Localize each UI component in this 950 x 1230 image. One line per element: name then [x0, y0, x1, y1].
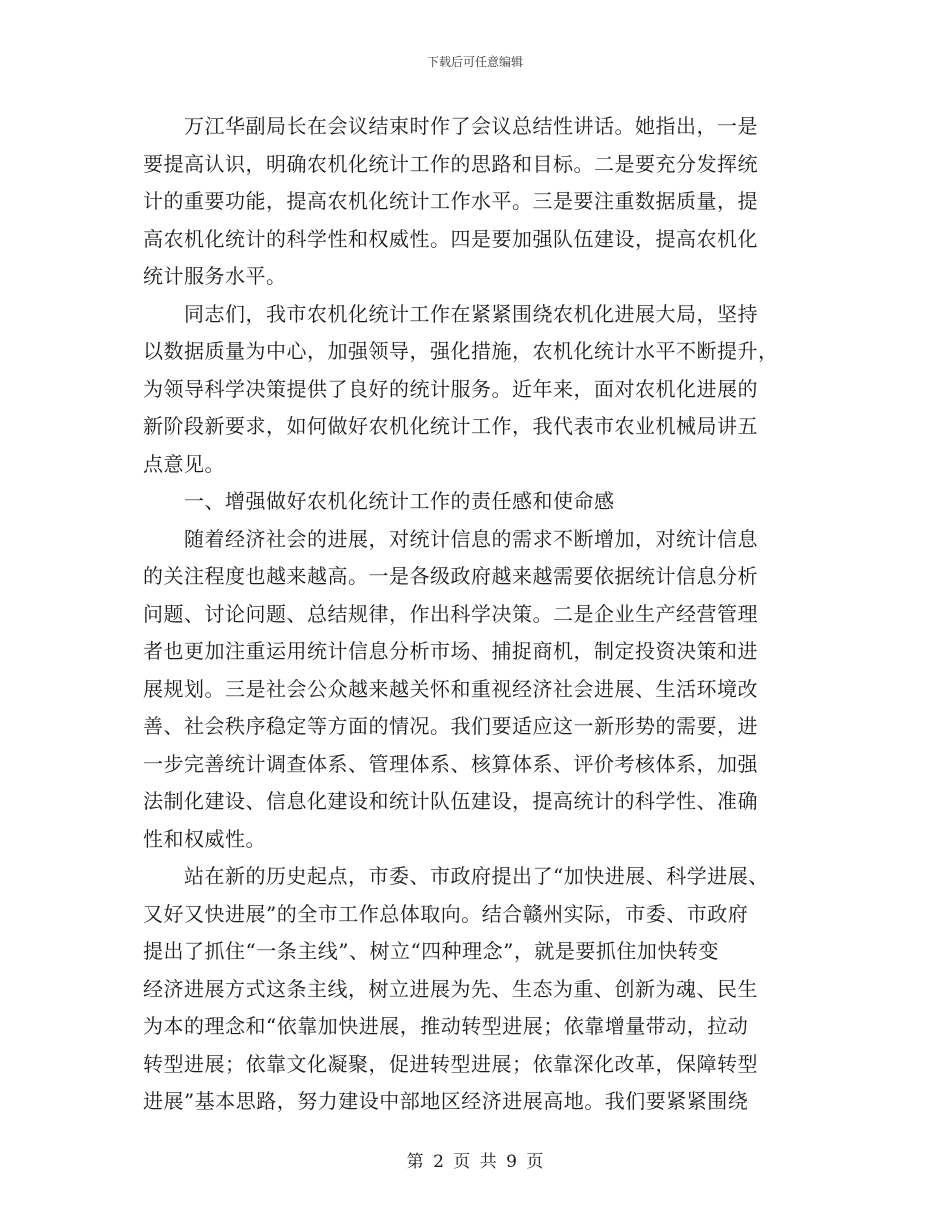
text-line: 者也更加注重运用统计信息分析市场、捕捉商机，制定投资决策和进 — [143, 639, 758, 663]
text-line: 一步完善统计调查体系、管理体系、核算体系、评价考核体系，加强 — [143, 751, 758, 776]
text-line: 新阶段新要求，如何做好农机化统计工作，我代表市农业机械局讲五 — [143, 414, 758, 438]
text-line: 站在新的历史起点，市委、市政府提出了“加快进展、科学进展、 — [143, 864, 769, 888]
text-line: 同志们，我市农机化统计工作在紧紧围绕农机化进展大局，坚持 — [143, 301, 758, 326]
text-line: 转型进展；依靠文化凝聚，促进转型进展；依靠深化改革，保障转型 — [143, 1051, 758, 1076]
page-header: 下载后可任意编辑 — [426, 55, 523, 69]
text-line: 为本的理念和“依靠加快进展，推动转型进展；依靠增量带动，拉动 — [143, 1014, 749, 1038]
text-line: 统计服务水平。 — [143, 264, 287, 288]
text-line: 高农机化统计的科学性和权威性。四是要加强队伍建设，提高农机化 — [143, 226, 758, 251]
text-line: 问题、讨论问题、总结规律，作出科学决策。二是企业生产经营管理 — [143, 601, 758, 626]
text-line: 以数据质量为中心，加强领导，强化措施，农机化统计水平不断提升， — [143, 339, 779, 363]
document-body — [143, 108, 807, 1121]
page-footer: 第 2 页 共 9 页 — [406, 1152, 544, 1172]
text-line: 万江华副局长在会议结束时作了会议总结性讲话。她指出，一是 — [143, 114, 758, 138]
text-line: 的关注程度也越来越高。一是各级政府越来越需要依据统计信息分析 — [143, 564, 758, 588]
text-line: 法制化建设、信息化建设和统计队伍建设，提高统计的科学性、准确 — [143, 789, 758, 813]
text-line: 为领导科学决策提供了良好的统计服务。近年来，面对农机化进展的 — [143, 376, 758, 401]
text-line: 进展”基本思路，努力建设中部地区经济进展高地。我们要紧紧围绕 — [143, 1089, 749, 1113]
text-line: 一、增强做好农机化统计工作的责任感和使命感 — [143, 489, 615, 513]
text-line: 经济进展方式这条主线，树立进展为先、生态为重、创新为魂、民生 — [143, 976, 758, 1001]
text-line: 点意见。 — [143, 451, 225, 476]
text-line: 性和权威性。 — [143, 826, 266, 851]
text-line: 计的重要功能，提高农机化统计工作水平。三是要注重数据质量，提 — [143, 189, 758, 213]
text-line: 随着经济社会的进展，对统计信息的需求不断增加，对统计信息 — [143, 526, 758, 551]
text-line: 善、社会秩序稳定等方面的情况。我们要适应这一新形势的需要，进 — [143, 714, 758, 738]
text-line: 提出了抓住“一条主线”、树立“四种理念”，就是要抓住加快转变 — [143, 939, 719, 963]
text-line: 展规划。三是社会公众越来越关怀和重视经济社会进展、生活环境改 — [143, 676, 758, 701]
text-line: 要提高认识，明确农机化统计工作的思路和目标。二是要充分发挥统 — [143, 151, 758, 176]
text-line: 又好又快进展”的全市工作总体取向。结合赣州实际，市委、市政府 — [143, 901, 749, 926]
